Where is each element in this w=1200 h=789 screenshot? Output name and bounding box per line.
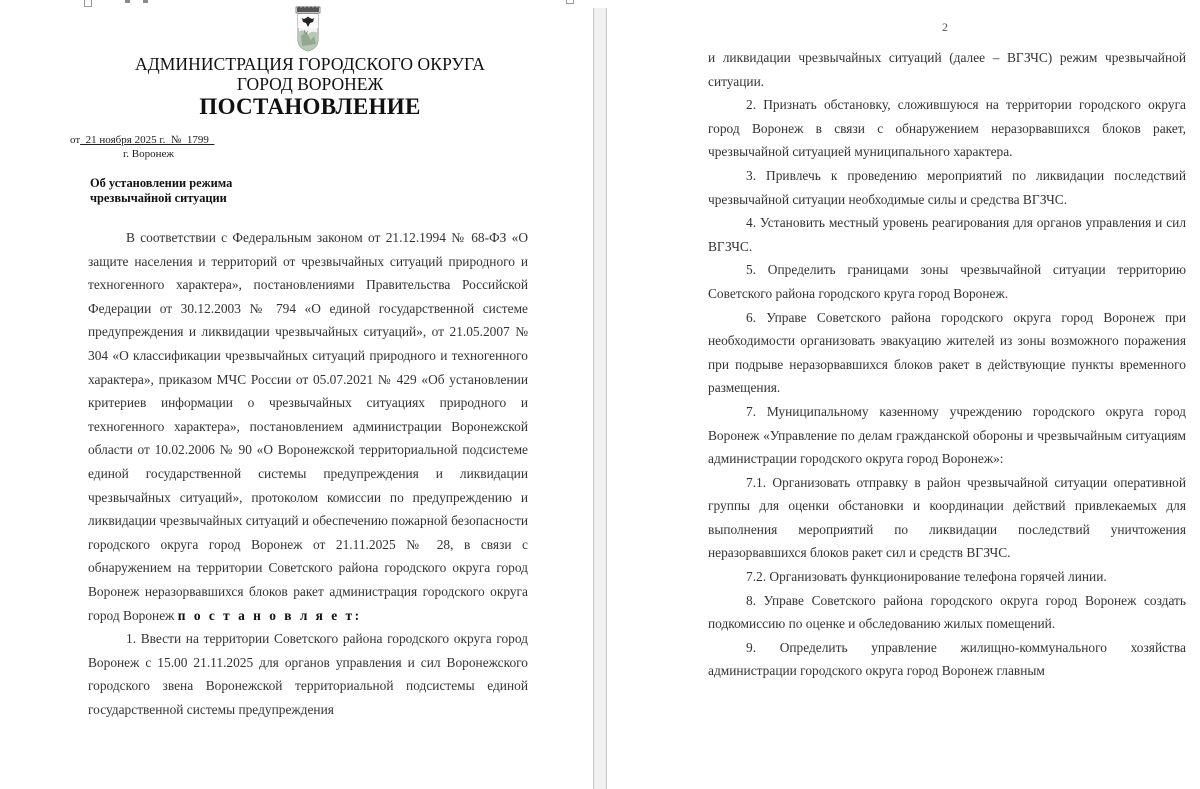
subject-line-1: Об установлении режима [90, 176, 233, 190]
page1-body [88, 226, 528, 721]
item-6-paragraph: 6. Управе Советского района городского округа город Воронеж при необходимости организовать эвакуацию жителей из зоны возможного поражения при подрыве неразорвавшихся блоков ракет в действующие пункты временного размещения. [708, 309, 1186, 396]
subject-line-2: чрезвычайной ситуации [90, 191, 227, 205]
date-and-number: _21 ноября 2025 г._№_1799_ [80, 134, 215, 146]
coat-of-arms-icon [294, 6, 322, 52]
margin-crop-mark [566, 0, 574, 4]
tracked-change-mark: . [1004, 285, 1009, 301]
item-7-paragraph: 7. Муниципальному казенному учреждению городского округа город Воронеж «Управление по делам гражданской обороны и чрезвычайным ситуациям администрации городского округа город Воронеж»: [708, 403, 1186, 467]
item-9-paragraph: 9. Определить управление жилищно-коммунального хозяйства администрации городского округа город Воронеж главным [708, 639, 1186, 679]
item-7-1-paragraph: 7.1. Организовать отправку в район чрезвычайной ситуации оперативной группы для оценки обстановки и координации действий привлекаемых для выполнения мероприятий по ликвидации последствий уничтожения неразорвавшихся блоков ракет сил и средств ВГЗЧС. [708, 474, 1186, 561]
issue-city: г. Воронеж [123, 148, 174, 160]
margin-marker [125, 0, 130, 3]
item-4-paragraph: 4. Установить местный уровень реагирования для органов управления и сил ВГЗЧС. [708, 215, 1186, 254]
item-1-paragraph: 1. Ввести на территории Советского района городского округа город Воронеж с 15.00 21.11.2025 для органов управления и сил Воронежского городского звена Воронежской территориальной подсистемы единой государственной системы предупреждения [88, 631, 528, 717]
item-5-text: 5. Определить границами зоны чрезвычайной ситуации территорию Советского района городского круга город Воронеж [708, 262, 1186, 301]
preamble-paragraph [88, 226, 528, 627]
item-5-paragraph [708, 258, 1186, 305]
item-7-2-paragraph: 7.2. Организовать функционирование телефона горячей линии. [746, 569, 1107, 585]
page2-body [708, 46, 1186, 683]
issuer-line-1: АДМИНИСТРАЦИЯ ГОРОДСКОГО ОКРУГА [134, 54, 486, 74]
issuer-line-2: ГОРОД ВОРОНЕЖ [236, 74, 384, 94]
item-3-paragraph: 3. Привлечь к проведению мероприятий по ликвидации последствий чрезвычайной ситуации необходимые силы и средства ВГЗЧС. [708, 167, 1186, 207]
preamble-text: В соответствии с Федеральным законом от 21.12.1994 № 68-ФЗ «О защите населения и территорий от чрезвычайных ситуаций природного и техногенного характера», постановлениями Правительства Российской Федерации от 30.12.2003 № 794 «О единой государственной системе предупреждения и ликвидации чрезвычайных ситуаций», от 21.05.2007 № 304 «О классификации чрезвычайных ситуаций природного и техногенного характера», приказом МЧС России от 05.07.2021 № 429 «Об установлении критериев информации о чрезвычайных ситуациях природного и техногенного характера», постановлением администрации Воронежской области от 10.02.2006 № 90 «О Воронежской территориальной подсистеме единой государственной системы предупреждения и ликвидации чрезвычайных ситуаций», протоколом комиссии по предупреждению и ликвидации чрезвычайных ситуаций и обеспечению пожарной безопасности городского округа город Воронеж от 21.11.2025 № 28, в связи с обнаружением на территории Советского района городского округа город Воронеж неразорвавшихся блоков ракет администрация городского округа город Воронеж [88, 230, 528, 623]
margin-crop-mark [84, 0, 92, 7]
date-prefix: от [70, 134, 81, 146]
margin-marker [143, 0, 148, 3]
page-number: 2 [942, 20, 948, 34]
item-8-paragraph: 8. Управе Советского района городского округа город Воронеж создать подкомиссию по оценке и обследованию жилых помещений. [708, 592, 1186, 632]
document-date-number [70, 134, 214, 146]
page-gap [593, 8, 607, 789]
document-type-title: ПОСТАНОВЛЕНИЕ [199, 94, 421, 119]
item-1-continuation: и ликвидации чрезвычайных ситуаций (далее – ВГЗЧС) режим чрезвычайной ситуации. [708, 50, 1186, 89]
document-page-1 [0, 0, 593, 789]
resolves-word: п о с т а н о в л я е т: [177, 607, 362, 623]
item-2-paragraph: 2. Признать обстановку, сложившуюся на территории городского округа город Воронеж в связи с обнаружением неразорвавшихся блоков ракет, чрезвычайной ситуацией муниципального характера. [708, 97, 1186, 160]
document-subject [90, 176, 232, 206]
